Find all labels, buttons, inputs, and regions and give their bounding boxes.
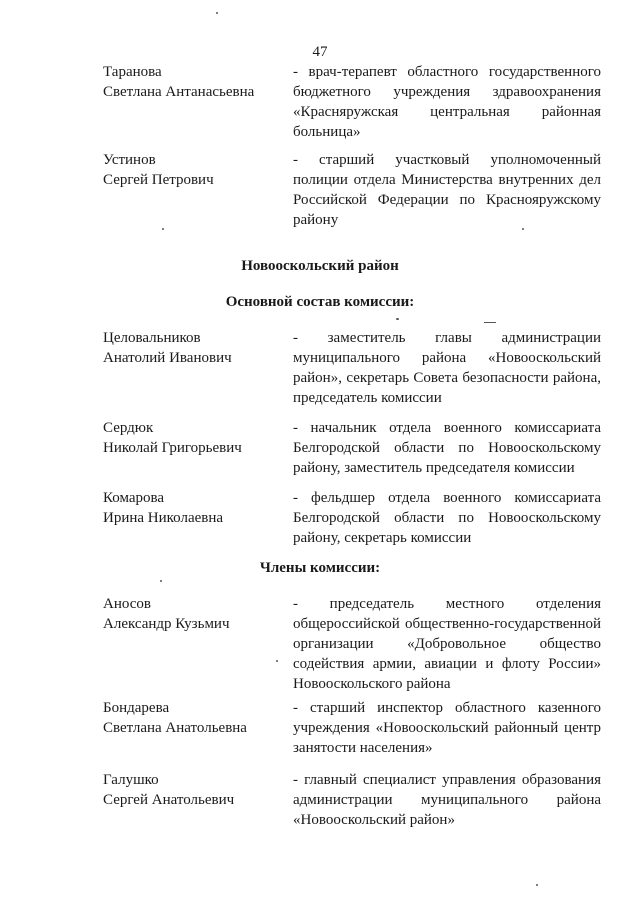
member-surname: Сердюк [103, 420, 154, 436]
member-name [103, 594, 283, 634]
member-surname: Аносов [103, 596, 151, 612]
scan-speck [162, 228, 164, 230]
member-given-name: Ирина Николаевна [103, 510, 224, 526]
scan-speck [216, 12, 218, 14]
member-given-name: Светлана Анатольевна [103, 720, 247, 736]
member-role: - врач-терапевт областного государственного бюджетного учреждения здравоохранения «Красняружская центральная районная больница» [293, 64, 601, 140]
member-role: - председатель местного отделения общероссийской общественно-государственной организации «Добровольное общество содействия армии, авиации и флоту России» Новооскольского района [293, 596, 601, 692]
member-role: - фельдшер отдела военного комиссариата Белгородской области по Новооскольскому району, секретарь комиссии [293, 490, 601, 546]
member-given-name: Светлана Антанасьевна [103, 84, 255, 100]
member-surname: Таранова [103, 64, 162, 80]
member-given-name: Анатолий Иванович [103, 350, 232, 366]
member-name [103, 698, 283, 738]
scan-speck [160, 580, 162, 582]
member-name [103, 488, 283, 528]
member-name [103, 418, 283, 458]
member-role: - начальник отдела военного комиссариата Белгородской области по Новооскольскому району, заместитель председателя комиссии [293, 420, 601, 476]
scan-speck [536, 884, 538, 886]
member-given-name: Сергей Анатольевич [103, 792, 235, 808]
member-name [103, 328, 283, 368]
member-surname: Галушко [103, 772, 159, 788]
member-role: - заместитель главы администрации муниципального района «Новооскольский район», секретарь Совета безопасности района, председатель комиссии [293, 330, 601, 406]
member-role: - старший участковый уполномоченный полиции отдела Министерства внутренних дел Российской Федерации по Краснояружскому району [293, 152, 601, 228]
scan-speck [276, 660, 278, 662]
scan-speck [396, 318, 399, 320]
member-given-name: Николай Григорьевич [103, 440, 242, 456]
member-surname: Бондарева [103, 700, 170, 716]
member-name [103, 150, 283, 190]
member-surname: Устинов [103, 152, 156, 168]
scan-speck [522, 228, 524, 230]
scan-speck [484, 322, 496, 323]
main-composition-title: Основной состав комиссии: [225, 294, 415, 310]
member-given-name: Александр Кузьмич [103, 616, 230, 632]
member-role: - главный специалист управления образования администрации муниципального района «Новооскольский район» [293, 772, 601, 828]
page-number: 47 [312, 44, 328, 60]
member-given-name: Сергей Петрович [103, 172, 214, 188]
member-surname: Целовальников [103, 330, 201, 346]
member-name [103, 62, 283, 102]
member-role: - старший инспектор областного казенного учреждения «Новооскольский районный центр занятости населения» [293, 700, 601, 756]
member-name [103, 770, 283, 810]
members-title: Члены комиссии: [259, 560, 381, 576]
district-title: Новооскольский район [241, 258, 399, 274]
member-surname: Комарова [103, 490, 165, 506]
